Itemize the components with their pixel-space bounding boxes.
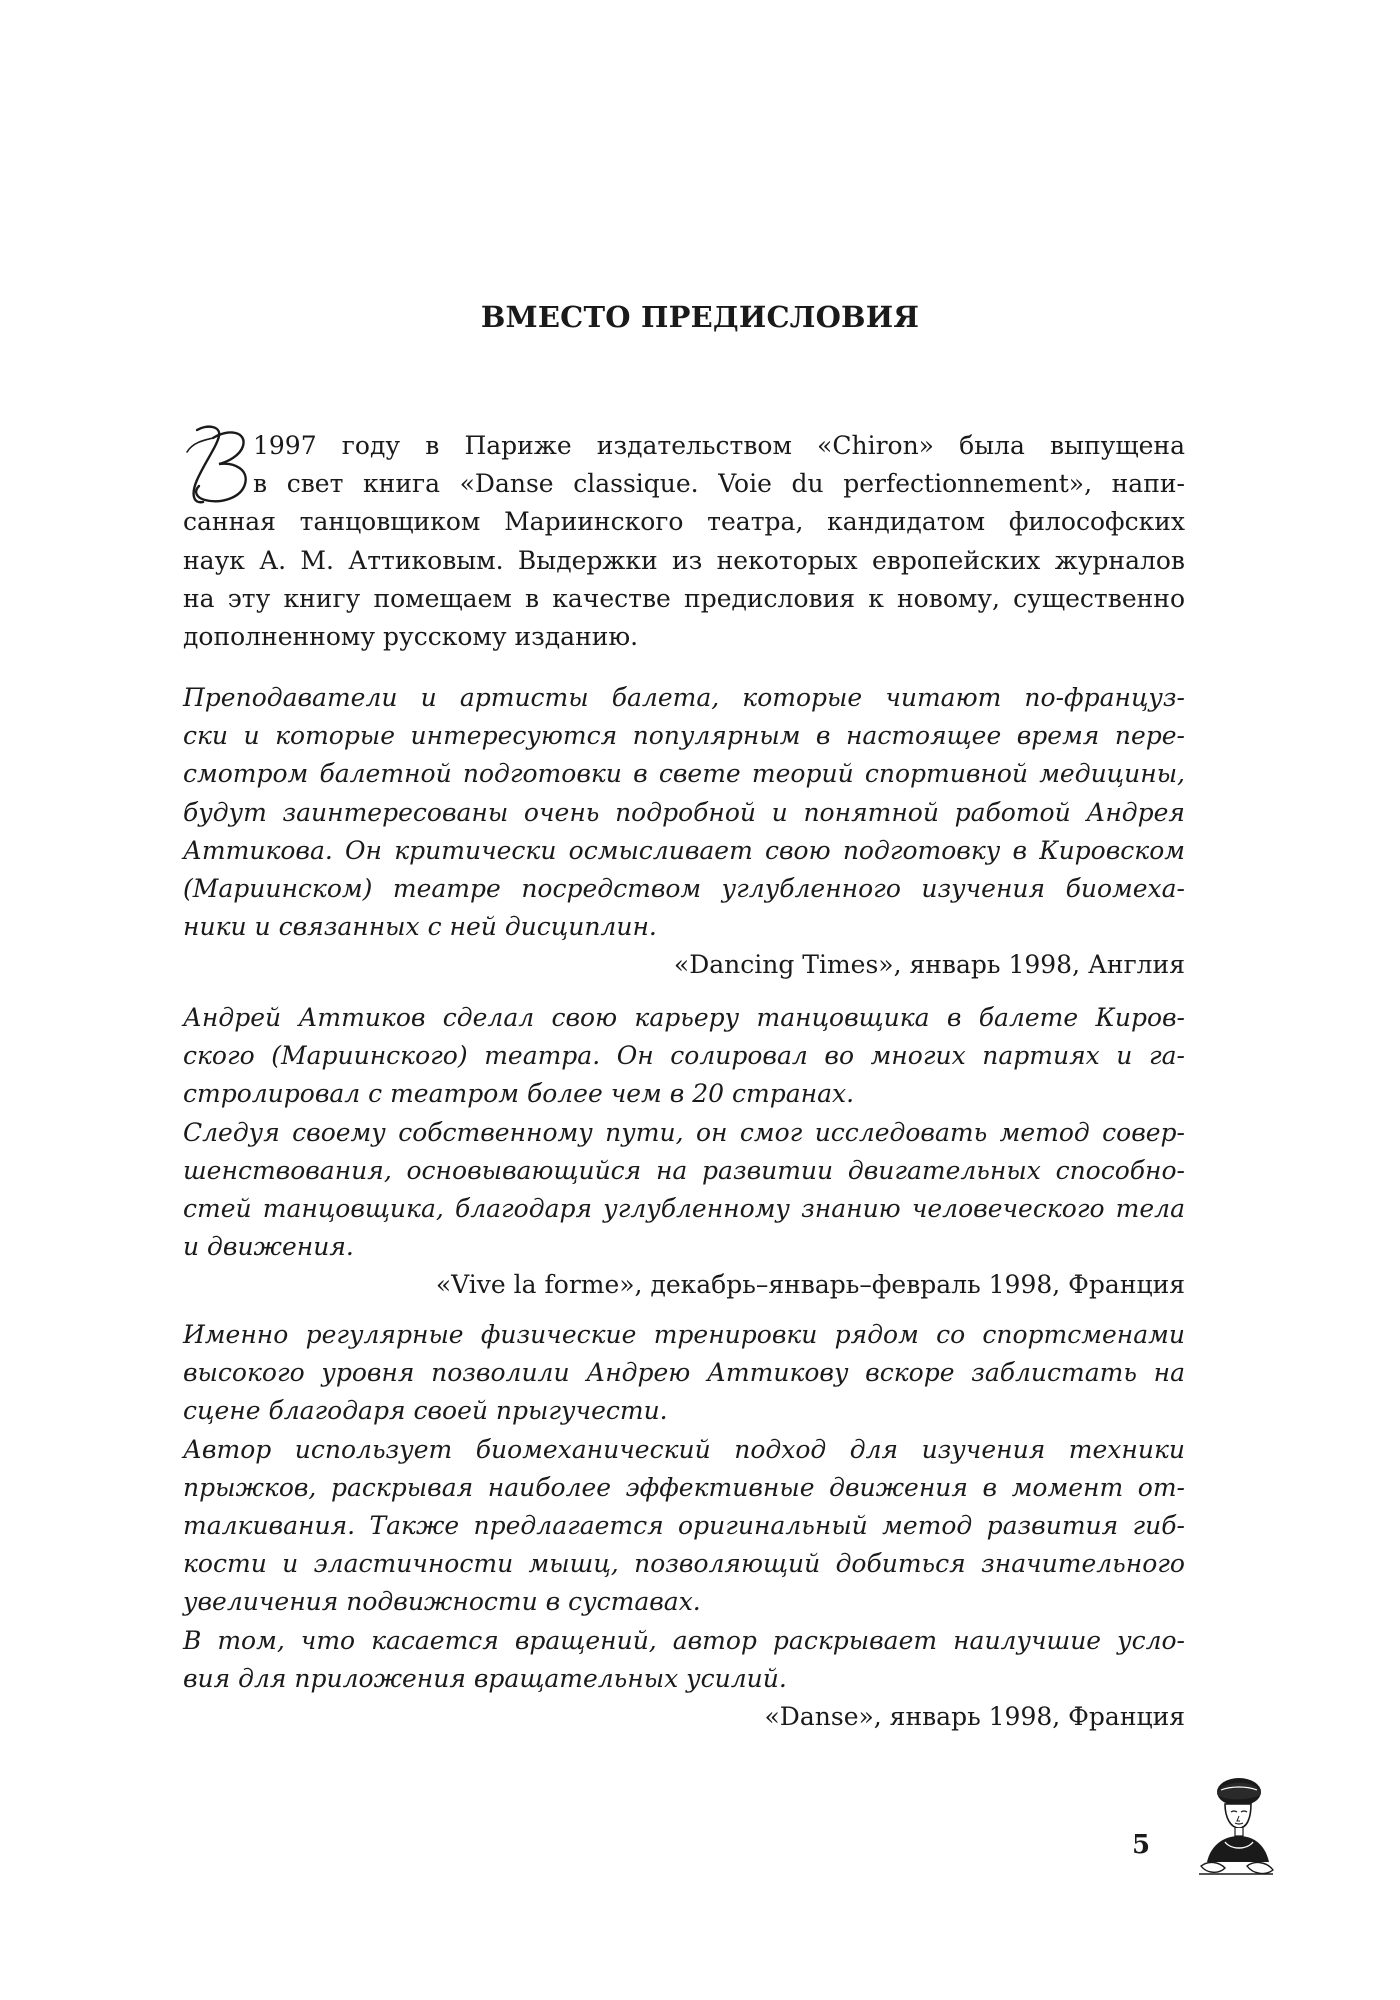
quote-line: (Мариинском) театре посредством углубленного изучения биомеха- xyxy=(183,873,1185,903)
woman-portrait-vignette-icon xyxy=(1195,1770,1275,1880)
quote-line: будут заинтересованы очень подробной и понятной работой Андрея xyxy=(183,797,1185,827)
quote-line: увеличения подвижности в суставах. xyxy=(183,1587,701,1617)
quote-line: смотром балетной подготовки в свете теорий спортивной медицины, xyxy=(183,759,1185,789)
quote-line: и движения. xyxy=(183,1232,354,1262)
quote-line: ски и которые интересуются популярным в настоящее время пере- xyxy=(183,721,1185,751)
quote-source: «Vive la forme», декабрь–январь–февраль 1998, Франция xyxy=(435,1270,1185,1300)
quote-line: талкивания. Также предлагается оригинальный метод развития гиб- xyxy=(183,1510,1185,1540)
quote-block-danse xyxy=(183,1316,1185,1736)
quote-line: вия для приложения вращательных усилий. xyxy=(183,1663,787,1693)
quote-line: кости и эластичности мышц, позволяющий добиться значительного xyxy=(183,1549,1185,1579)
quote-line: высокого уровня позволили Андрею Аттикову вскоре заблистать на xyxy=(183,1358,1185,1388)
quote-line: ники и связанных с ней дисциплин. xyxy=(183,912,657,942)
quote-block-vive-la-forme xyxy=(183,999,1185,1305)
quote-line: стролировал с театром более чем в 20 странах. xyxy=(183,1079,855,1109)
intro-line: 1997 году в Париже издательством «Chiron» была выпущена xyxy=(253,431,1185,460)
quote-line: сцене благодаря своей прыгучести. xyxy=(183,1396,668,1426)
quote-block-dancing-times xyxy=(183,679,1185,985)
quote-source: «Danse», январь 1998, Франция xyxy=(764,1701,1185,1731)
page-title: ВМЕСТО ПРЕДИСЛОВИЯ xyxy=(480,300,920,334)
intro-line: дополненному русскому изданию. xyxy=(183,621,639,651)
quote-line: Именно регулярные физические тренировки рядом со спортсменами xyxy=(183,1320,1185,1349)
intro-line: санная танцовщиком Мариинского театра, кандидатом философских xyxy=(183,507,1185,537)
quote-line: Следуя своему собственному пути, он смог исследовать метод совер- xyxy=(183,1117,1185,1147)
intro-paragraph xyxy=(183,427,1185,656)
quote-line: стей танцовщика, благодаря углубленному знанию человеческого тела xyxy=(183,1193,1185,1223)
quote-line: Аттикова. Он критически осмысливает свою подготовку в Кировском xyxy=(183,835,1185,865)
quote-line: шенствования, основывающийся на развитии двигательных способно- xyxy=(183,1155,1185,1185)
quote-line: Преподаватели и артисты балета, которые читают по-француз- xyxy=(183,683,1185,712)
quote-source: «Dancing Times», январь 1998, Англия xyxy=(673,950,1185,980)
quote-line: Андрей Аттиков сделал свою карьеру танцовщика в балете Киров- xyxy=(183,1003,1185,1032)
intro-line: наук А. М. Аттиковым. Выдержки из некоторых европейских журналов xyxy=(183,545,1185,575)
intro-line: на эту книгу помещаем в качестве предисловия к новому, существенно xyxy=(183,583,1185,613)
intro-line: в свет книга «Danse classique. Voie du perfectionnement», напи- xyxy=(253,469,1185,499)
quote-line: В том, что касается вращений, автор раскрывает наилучшие усло- xyxy=(183,1625,1185,1655)
quote-line: ского (Мариинского) театра. Он солировал во многих партиях и га- xyxy=(183,1041,1185,1071)
quote-line: Автор использует биомеханический подход для изучения техники xyxy=(183,1434,1185,1464)
quote-line: прыжков, раскрывая наиболее эффективные движения в момент от- xyxy=(183,1472,1185,1502)
page-number: 5 xyxy=(1132,1830,1151,1860)
